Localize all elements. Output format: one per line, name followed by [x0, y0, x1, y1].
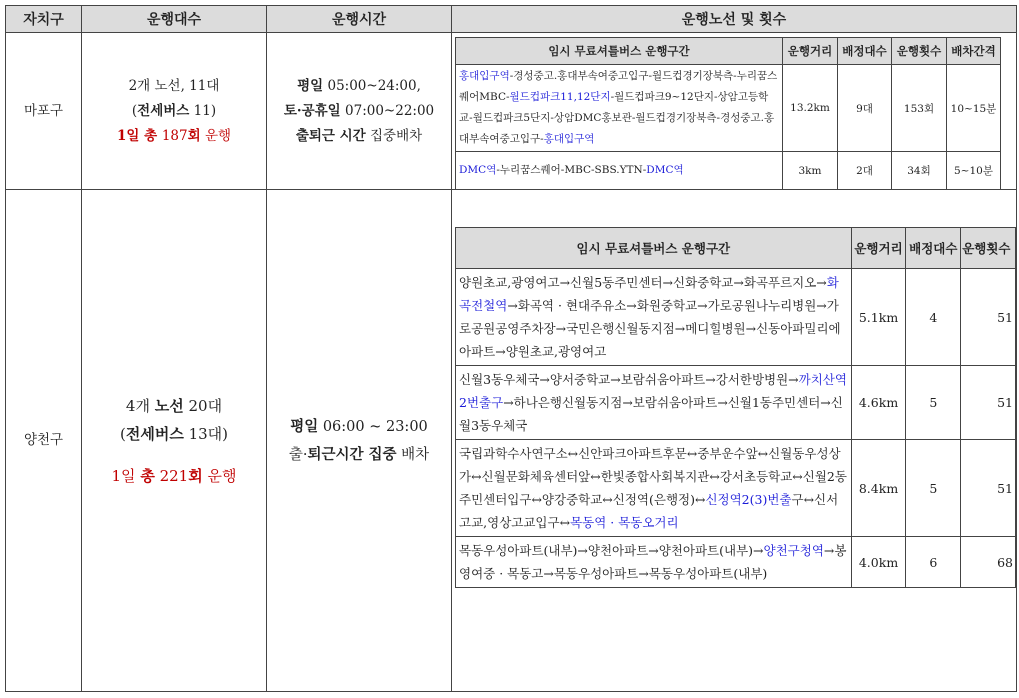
hours-yangcheon-line2: 출·퇴근시간 집중 배차: [288, 445, 430, 463]
route-distance: 4.0km: [851, 537, 906, 588]
yangcheon-routes-table: [455, 227, 1016, 588]
route-interval: 10~15분: [947, 65, 1001, 152]
header-vehicles: 운행대수: [82, 6, 267, 33]
route-buses: 2대: [838, 152, 892, 190]
routes-mapo: [452, 33, 1017, 190]
district-mapo: 마포구: [6, 33, 82, 190]
table-row: [456, 269, 1016, 366]
route-description: 목동우성아파트(내부)→양천아파트→양천아파트(내부)→양천구청역→봉영여중 · 목동고→목동우성아파트→목동우성아파트(내부): [456, 537, 852, 588]
route-distance: 13.2km: [783, 65, 838, 152]
route-runs: 51: [961, 440, 1016, 537]
hours-mapo-line3: 출퇴근 시간 집중배차: [295, 127, 423, 144]
routes-yangcheon: [452, 190, 1017, 692]
route-buses: 4: [906, 269, 961, 366]
hours-yangcheon-line1: 평일 06:00 ~ 23:00: [290, 417, 428, 435]
vehicles-mapo-line2: (전세버스 11): [131, 102, 217, 119]
yangcheon-th-route: 임시 무료셔틀버스 운행구간: [456, 228, 852, 269]
route-runs: 68: [961, 537, 1016, 588]
route-buses: 5: [906, 366, 961, 440]
table-row: [456, 440, 1016, 537]
route-runs: 153회: [892, 65, 947, 152]
route-description: 국립과학수사연구소↔신안파크아파트후문↔중부운수앞↔신월동우성상가↔신월문화체육센터앞↔한빛종합사회복지관↔강서초등학교↔신월2동주민센터입구↔양강중학교↔신정역(은행정)↔신정역2(3)번출구↔신서고교,영상고교입구↔목동역 · 목동오거리: [456, 440, 852, 537]
route-distance: 3km: [783, 152, 838, 190]
mapo-th-route: 임시 무료셔틀버스 운행구간: [456, 38, 783, 65]
table-row: [456, 65, 1001, 152]
row-yangcheon: [6, 190, 1017, 692]
district-yangcheon: 양천구: [6, 190, 82, 692]
vehicles-mapo-line1: 2개 노선, 11대: [128, 77, 220, 94]
header-routes: 운행노선 및 횟수: [452, 6, 1017, 33]
table-row: [456, 537, 1016, 588]
mapo-routes-table: [455, 37, 1001, 190]
route-runs: 51: [961, 366, 1016, 440]
route-description: 홍대입구역-경성중고.홍대부속여중고입구-월드컵경기장북측-누리꿈스퀘어MBC-월드컵파크11,12단지-월드컵파크9~12단지-상암고등학교-월드컵파크5단지-상암DMC홍보관-월드컵경기장북측-경성중고.홍대부속여중고입구-홍대입구역: [456, 65, 783, 152]
hours-yangcheon: [267, 190, 452, 692]
route-buses: 9대: [838, 65, 892, 152]
table-row: [456, 366, 1016, 440]
route-distance: 4.6km: [851, 366, 906, 440]
route-interval: 5~10분: [947, 152, 1001, 190]
header-hours: 운행시간: [267, 6, 452, 33]
hours-mapo: [267, 33, 452, 190]
table-row: [456, 152, 1001, 190]
route-description: 신월3동우체국→양서중학교→보람쉬움아파트→강서한방병원→까치산역2번출구→하나은행신월동지점→보람쉬움아파트→신월1동주민센터→신월3동우체국: [456, 366, 852, 440]
hours-mapo-line2: 토·공휴일 07:00~22:00: [283, 102, 435, 119]
route-runs: 51: [961, 269, 1016, 366]
route-description: 양원초교,광영여고→신월5동주민센터→신화중학교→화곡푸르지오→화곡전철역→화곡역 · 현대주유소→화원중학교→가로공원나누리병원→가로공원공영주차장→국민은행신월동지점→메디힐병원→신동아파밀리에아파트→양원초교,광영여고: [456, 269, 852, 366]
yangcheon-th-buses: 배정대수: [906, 228, 961, 269]
route-distance: 8.4km: [851, 440, 906, 537]
route-buses: 6: [906, 537, 961, 588]
mapo-th-buses: 배정대수: [838, 38, 892, 65]
yangcheon-th-distance: 운행거리: [851, 228, 906, 269]
header-district: 자치구: [6, 6, 82, 33]
route-distance: 5.1km: [851, 269, 906, 366]
shuttle-bus-table: [5, 5, 1017, 692]
vehicles-mapo-line3: 1일 총 187회 운행: [116, 127, 232, 144]
hours-mapo-line1: 평일 05:00~24:00,: [297, 77, 421, 94]
route-buses: 5: [906, 440, 961, 537]
vehicles-yangcheon: [82, 190, 267, 692]
yangcheon-th-runs: 운행횟수: [961, 228, 1016, 269]
vehicles-mapo: [82, 33, 267, 190]
route-runs: 34회: [892, 152, 947, 190]
vehicles-yangcheon-line3: 1일 총 221회 운행: [111, 466, 237, 485]
mapo-th-distance: 운행거리: [783, 38, 838, 65]
vehicles-yangcheon-line2: (전세버스 13대): [119, 424, 229, 443]
route-description: DMC역-누리꿈스퀘어-MBC-SBS.YTN-DMC역: [456, 152, 783, 190]
vehicles-yangcheon-line1: 4개 노선 20대: [125, 396, 223, 415]
mapo-th-interval: 배차간격: [947, 38, 1001, 65]
mapo-th-runs: 운행횟수: [892, 38, 947, 65]
row-mapo: [6, 33, 1017, 190]
